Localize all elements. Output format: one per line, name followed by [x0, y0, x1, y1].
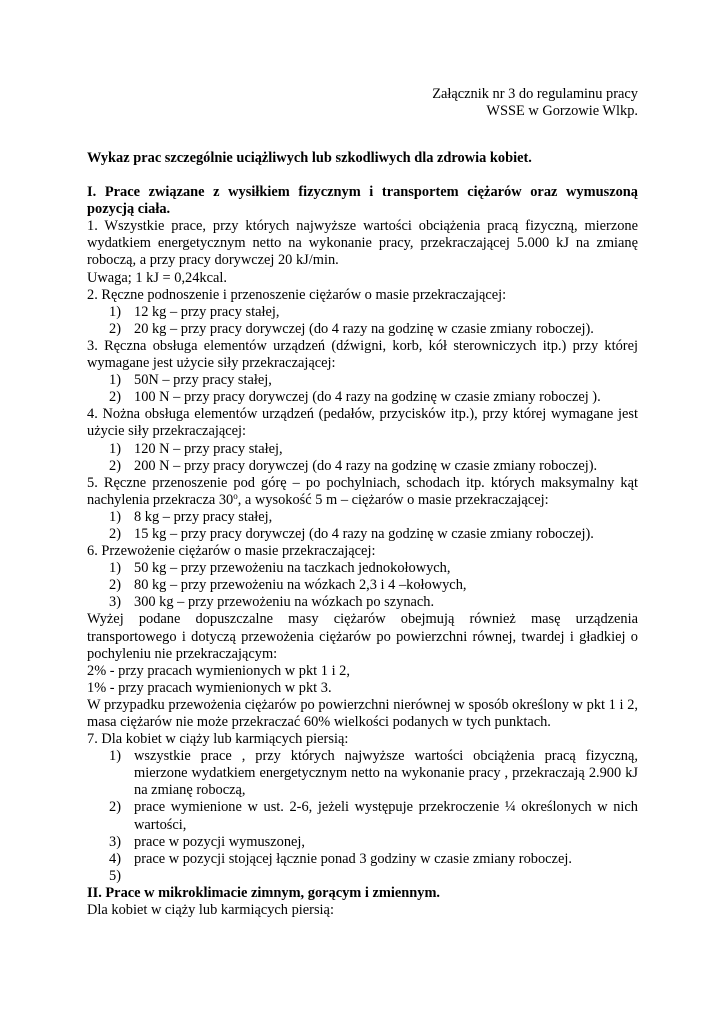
- header-line-1: Załącznik nr 3 do regulaminu pracy: [432, 86, 638, 102]
- point-6: 6. Przewożenie ciężarów o masie przekraczającej:: [87, 543, 376, 560]
- point-5-list: [87, 509, 638, 543]
- list-item-number: 2): [109, 577, 121, 594]
- list-item-number: 1): [109, 508, 121, 525]
- point-3-list: [87, 372, 638, 406]
- list-item: [109, 372, 638, 389]
- point-7-list: [87, 748, 638, 885]
- list-item: [109, 389, 638, 406]
- list-item-number: 5): [109, 867, 121, 884]
- list-item-number: 3): [109, 833, 121, 850]
- section-2-intro: Dla kobiet w ciąży lub karmiących piersią:: [87, 902, 334, 919]
- list-item-number: 2): [109, 525, 121, 542]
- list-item: [109, 748, 638, 799]
- point-1: 1. Wszystkie prace, przy których najwyższe wartości obciążenia pracą fizyczną, mierzone wydatkiem energetycznym netto na wykonanie pracy, przekraczającej 5.000 kJ na zmianę roboczą, a przy pracy dorywczej 20 kJ/min.: [87, 218, 638, 269]
- list-item-number: 1): [109, 440, 121, 457]
- point-4-list: [87, 441, 638, 475]
- point-4: 4. Nożna obsługa elementów urządzeń (pedałów, przycisków itp.), przy której wymagane jest użycie siły przekraczającej:: [87, 406, 638, 440]
- list-item-text: 15 kg – przy pracy dorywczej (do 4 razy na godzinę w czasie zmiany roboczej).: [134, 525, 594, 542]
- degree-superscript: o: [233, 490, 238, 501]
- list-item: [109, 526, 638, 543]
- list-item-text: 300 kg – przy przewożeniu na wózkach po szynach.: [134, 594, 435, 611]
- point-5-text-a: 5. Ręczne przenoszenie pod górę – po pochylniach, schodach itp. których maksymalny kąt nachylenia przekracza 30: [87, 474, 638, 508]
- list-item: [109, 509, 638, 526]
- list-item-number: 2): [109, 457, 121, 474]
- slope-2-percent: 2% - przy pracach wymienionych w pkt 1 i 2,: [87, 662, 350, 679]
- list-item: [109, 594, 638, 611]
- list-item-text: 50N – przy pracy stałej,: [134, 372, 272, 389]
- list-item-text: 50 kg – przy przewożeniu na taczkach jednokołowych,: [134, 560, 451, 577]
- list-item-text: 120 N – przy pracy stałej,: [134, 440, 283, 457]
- list-item-text: prace w pozycji wymuszonej,: [134, 833, 306, 850]
- point-5: [87, 475, 638, 509]
- list-item: [109, 834, 638, 851]
- list-item-number: 2): [109, 389, 121, 406]
- list-item-text: [134, 868, 638, 885]
- point-7: 7. Dla kobiet w ciąży lub karmiących piersią:: [87, 731, 349, 748]
- header-line-2: WSSE w Gorzowie Wlkp.: [486, 103, 638, 120]
- list-item-text: wszystkie prace , przy których najwyższe wartości obciążenia pracą fizyczną, mierzone wydatkiem energetycznym netto na wykonanie pracy , przekraczają 2.900 kJ na zmianę roboczą,: [134, 748, 638, 799]
- list-item: [109, 321, 638, 338]
- point-6-list: [87, 560, 638, 611]
- list-item-number: 2): [109, 320, 121, 337]
- point-6-uneven-surface: W przypadku przewożenia ciężarów po powierzchni nierównej w sposób określony w pkt 1 i 2, masa ciężarów nie może przekraczać 60% wielkości podanych w tych punktach.: [87, 696, 638, 730]
- point-5-text-b: , a wysokość 5 m – ciężarów o masie przekraczającej:: [237, 491, 549, 508]
- list-item: [109, 560, 638, 577]
- list-item-number: 1): [109, 560, 121, 577]
- note: Uwaga; 1 kJ = 0,24kcal.: [87, 269, 227, 286]
- document-title: Wykaz prac szczególnie uciążliwych lub szkodliwych dla zdrowia kobiet.: [87, 150, 532, 166]
- list-item-text: 20 kg – przy pracy dorywczej (do 4 razy na godzinę w czasie zmiany roboczej).: [134, 320, 594, 337]
- section-1-heading: I. Prace związane z wysiłkiem fizycznym i transportem ciężarów oraz wymuszoną pozycją ciała.: [87, 184, 638, 218]
- list-item-number: 1): [109, 372, 121, 389]
- list-item-number: 1): [109, 303, 121, 320]
- list-item-text: 100 N – przy pracy dorywczej (do 4 razy na godzinę w czasie zmiany roboczej ).: [134, 389, 601, 406]
- document-body: [87, 150, 638, 919]
- point-6-explanation: Wyżej podane dopuszczalne masy ciężarów obejmują również masę urządzenia transportowego i dotyczą przewożenia ciężarów po powierzchni równej, twardej i gładkiej o pochyleniu nie przekraczającym:: [87, 611, 638, 662]
- attachment-header: [432, 86, 638, 120]
- point-3: 3. Ręczna obsługa elementów urządzeń (dźwigni, korb, kół sterowniczych itp.) przy której wymagane jest użycie siły przekraczającej:: [87, 337, 638, 372]
- list-item-text: 8 kg – przy pracy stałej,: [134, 508, 273, 525]
- list-item: [109, 304, 638, 321]
- list-item-text: prace wymienione w ust. 2-6, jeżeli występuje przekroczenie ¼ określonych w nich wartości,: [134, 799, 638, 833]
- list-item: [109, 577, 638, 594]
- list-item-text: 80 kg – przy przewożeniu na wózkach 2,3 i 4 –kołowych,: [134, 577, 467, 594]
- list-item-number: 4): [109, 850, 121, 867]
- point-2-list: [87, 304, 638, 338]
- list-item: [109, 799, 638, 833]
- list-item-number: 1): [109, 748, 121, 765]
- list-item: [109, 458, 638, 475]
- point-2: 2. Ręczne podnoszenie i przenoszenie ciężarów o masie przekraczającej:: [87, 286, 507, 303]
- list-item-text: 200 N – przy pracy dorywczej (do 4 razy na godzinę w czasie zmiany roboczej).: [134, 457, 598, 474]
- list-item-text: prace w pozycji stojącej łącznie ponad 3 godziny w czasie zmiany roboczej.: [134, 850, 572, 867]
- list-item: [109, 441, 638, 458]
- list-item: [109, 868, 638, 885]
- list-item-number: 3): [109, 594, 121, 611]
- list-item-number: 2): [109, 799, 121, 816]
- list-item-text: 12 kg – przy pracy stałej,: [134, 303, 280, 320]
- slope-1-percent: 1% - przy pracach wymienionych w pkt 3.: [87, 679, 332, 696]
- list-item: [109, 851, 638, 868]
- section-2-heading: II. Prace w mikroklimacie zimnym, gorącym i zmiennym.: [87, 884, 441, 901]
